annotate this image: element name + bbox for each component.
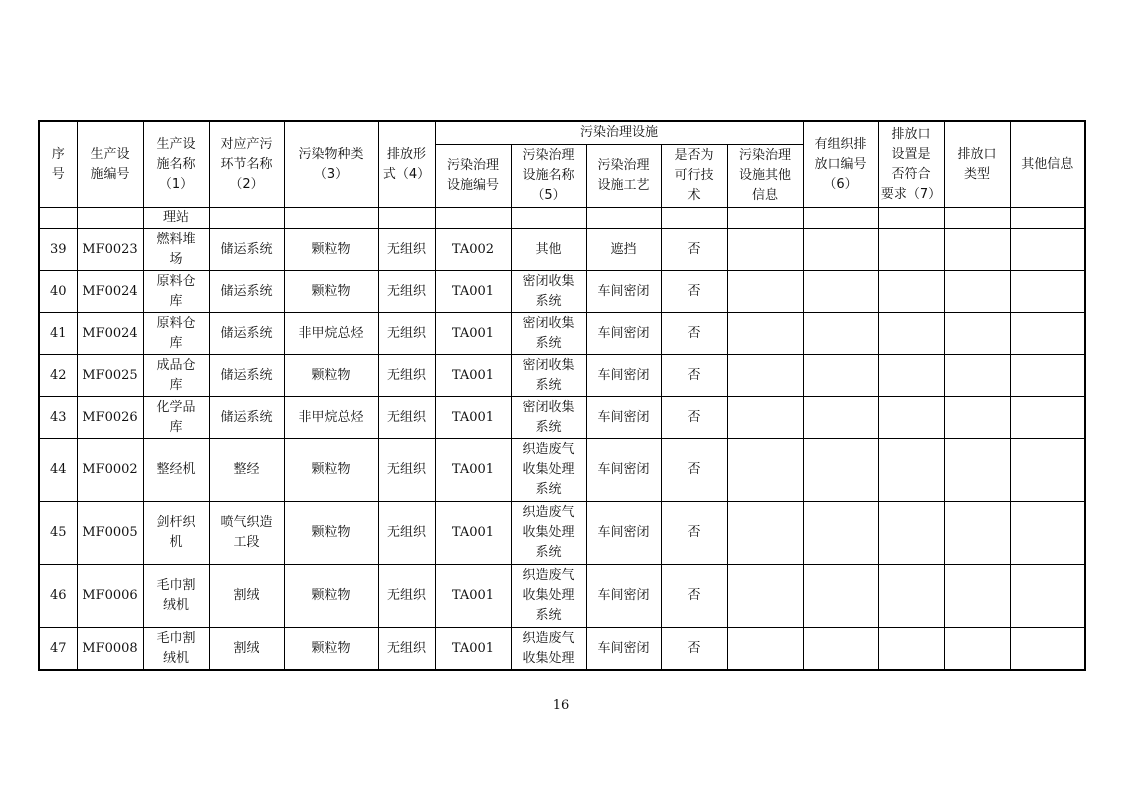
cell-outlet-compliant bbox=[878, 439, 944, 502]
header-pollutant: 污染物种类 （3） bbox=[284, 121, 378, 208]
cell-pollutant: 颗粒物 bbox=[284, 628, 378, 671]
cell-outlet-type bbox=[944, 397, 1010, 439]
cell-link-name: 割绒 bbox=[209, 565, 284, 628]
cell-treatment-id: TA001 bbox=[435, 628, 511, 671]
cell-facility-name: 理站 bbox=[143, 208, 209, 229]
cell-outlet-id bbox=[803, 565, 878, 628]
cell-empty bbox=[878, 208, 944, 229]
cell-treatment-other bbox=[727, 565, 803, 628]
cell-treatment-name: 密闭收集 系统 bbox=[511, 397, 586, 439]
header-treatment-id: 污染治理 设施编号 bbox=[435, 145, 511, 208]
header-other-info: 其他信息 bbox=[1010, 121, 1085, 208]
cell-treatment-name: 织造废气 收集处理 系统 bbox=[511, 502, 586, 565]
cell-outlet-id bbox=[803, 271, 878, 313]
cell-treatment-name: 织造废气 收集处理 系统 bbox=[511, 565, 586, 628]
cell-other-info bbox=[1010, 355, 1085, 397]
cell-empty bbox=[284, 208, 378, 229]
cell-treatment-process: 车间密闭 bbox=[586, 355, 661, 397]
cell-treatment-other bbox=[727, 313, 803, 355]
cell-link-name: 储运系统 bbox=[209, 313, 284, 355]
cell-treatment-other bbox=[727, 439, 803, 502]
cell-pollutant: 颗粒物 bbox=[284, 502, 378, 565]
cell-facility-name: 原料仓 库 bbox=[143, 313, 209, 355]
cell-outlet-compliant bbox=[878, 271, 944, 313]
cell-other-info bbox=[1010, 628, 1085, 671]
cell-outlet-id bbox=[803, 502, 878, 565]
cell-other-info bbox=[1010, 439, 1085, 502]
table-row bbox=[39, 502, 1085, 565]
cell-treatment-id: TA001 bbox=[435, 502, 511, 565]
header-facility-name: 生产设 施名称 （1） bbox=[143, 121, 209, 208]
cell-pollutant: 颗粒物 bbox=[284, 565, 378, 628]
cell-outlet-id bbox=[803, 229, 878, 271]
cell-pollutant: 颗粒物 bbox=[284, 271, 378, 313]
cell-feasible: 否 bbox=[661, 565, 727, 628]
cell-treatment-id: TA002 bbox=[435, 229, 511, 271]
table-row bbox=[39, 355, 1085, 397]
cell-feasible: 否 bbox=[661, 628, 727, 671]
header-outlet-id: 有组织排 放口编号 （6） bbox=[803, 121, 878, 208]
cell-emission-form: 无组织 bbox=[378, 313, 435, 355]
cell-treatment-other bbox=[727, 628, 803, 671]
cell-outlet-id bbox=[803, 439, 878, 502]
cell-treatment-other bbox=[727, 502, 803, 565]
cell-feasible: 否 bbox=[661, 313, 727, 355]
cell-emission-form: 无组织 bbox=[378, 502, 435, 565]
header-link-name: 对应产污 环节名称 （2） bbox=[209, 121, 284, 208]
cell-facility-name: 燃料堆 场 bbox=[143, 229, 209, 271]
cell-treatment-name: 其他 bbox=[511, 229, 586, 271]
cell-outlet-type bbox=[944, 313, 1010, 355]
cell-outlet-type bbox=[944, 502, 1010, 565]
table-row bbox=[39, 628, 1085, 671]
cell-feasible: 否 bbox=[661, 355, 727, 397]
cell-pollutant: 非甲烷总烃 bbox=[284, 397, 378, 439]
header-outlet-compliant: 排放口 设置是 否符合 要求（7） bbox=[878, 121, 944, 208]
cell-link-name: 储运系统 bbox=[209, 397, 284, 439]
cell-seq: 41 bbox=[39, 313, 77, 355]
cell-treatment-process: 车间密闭 bbox=[586, 565, 661, 628]
cell-treatment-name: 密闭收集 系统 bbox=[511, 355, 586, 397]
page-number: 16 bbox=[552, 698, 570, 713]
cell-empty bbox=[586, 208, 661, 229]
cell-outlet-compliant bbox=[878, 313, 944, 355]
cell-outlet-type bbox=[944, 229, 1010, 271]
cell-other-info bbox=[1010, 397, 1085, 439]
cell-empty bbox=[944, 208, 1010, 229]
cell-emission-form: 无组织 bbox=[378, 271, 435, 313]
cell-treatment-other bbox=[727, 355, 803, 397]
cell-treatment-id: TA001 bbox=[435, 439, 511, 502]
cell-outlet-compliant bbox=[878, 628, 944, 671]
cell-outlet-id bbox=[803, 397, 878, 439]
cell-feasible: 否 bbox=[661, 439, 727, 502]
cell-feasible: 否 bbox=[661, 502, 727, 565]
header-treatment-name: 污染治理 设施名称 （5） bbox=[511, 145, 586, 208]
cell-treatment-process: 车间密闭 bbox=[586, 502, 661, 565]
cell-facility-id: MF0024 bbox=[77, 271, 143, 313]
cell-link-name: 整经 bbox=[209, 439, 284, 502]
cell-treatment-id: TA001 bbox=[435, 271, 511, 313]
header-facility-id: 生产设 施编号 bbox=[77, 121, 143, 208]
cell-facility-id: MF0023 bbox=[77, 229, 143, 271]
header-seq: 序 号 bbox=[39, 121, 77, 208]
cell-treatment-process: 车间密闭 bbox=[586, 397, 661, 439]
cell-feasible: 否 bbox=[661, 229, 727, 271]
cell-outlet-type bbox=[944, 439, 1010, 502]
cell-outlet-id bbox=[803, 355, 878, 397]
table-row bbox=[39, 229, 1085, 271]
cell-empty bbox=[511, 208, 586, 229]
cell-facility-id: MF0026 bbox=[77, 397, 143, 439]
table-row bbox=[39, 313, 1085, 355]
cell-seq: 40 bbox=[39, 271, 77, 313]
cell-seq: 47 bbox=[39, 628, 77, 671]
header-emission-form: 排放形 式（4） bbox=[378, 121, 435, 208]
cell-empty bbox=[1010, 208, 1085, 229]
cell-other-info bbox=[1010, 271, 1085, 313]
cell-empty bbox=[39, 208, 77, 229]
header-treatment-group: 污染治理设施 bbox=[435, 121, 803, 145]
cell-treatment-id: TA001 bbox=[435, 397, 511, 439]
cell-treatment-other bbox=[727, 271, 803, 313]
cell-facility-name: 毛巾割 绒机 bbox=[143, 628, 209, 671]
cell-outlet-compliant bbox=[878, 502, 944, 565]
cell-other-info bbox=[1010, 565, 1085, 628]
cell-empty bbox=[378, 208, 435, 229]
cell-outlet-id bbox=[803, 628, 878, 671]
cell-other-info bbox=[1010, 229, 1085, 271]
cell-treatment-id: TA001 bbox=[435, 313, 511, 355]
cell-treatment-process: 车间密闭 bbox=[586, 271, 661, 313]
cell-facility-id: MF0006 bbox=[77, 565, 143, 628]
table-row bbox=[39, 439, 1085, 502]
cell-link-name: 储运系统 bbox=[209, 271, 284, 313]
header-treatment-process: 污染治理 设施工艺 bbox=[586, 145, 661, 208]
cell-seq: 45 bbox=[39, 502, 77, 565]
cell-treatment-id: TA001 bbox=[435, 565, 511, 628]
cell-emission-form: 无组织 bbox=[378, 229, 435, 271]
table-row bbox=[39, 565, 1085, 628]
header-feasible: 是否为 可行技 术 bbox=[661, 145, 727, 208]
cell-treatment-process: 车间密闭 bbox=[586, 313, 661, 355]
cell-emission-form: 无组织 bbox=[378, 355, 435, 397]
cell-seq: 44 bbox=[39, 439, 77, 502]
cell-facility-id: MF0024 bbox=[77, 313, 143, 355]
table-row bbox=[39, 397, 1085, 439]
cell-outlet-compliant bbox=[878, 397, 944, 439]
cell-treatment-name: 密闭收集 系统 bbox=[511, 313, 586, 355]
cell-facility-name: 化学品 库 bbox=[143, 397, 209, 439]
cell-facility-id: MF0005 bbox=[77, 502, 143, 565]
cell-emission-form: 无组织 bbox=[378, 397, 435, 439]
table-row-continuation bbox=[39, 208, 1085, 229]
cell-facility-name: 剑杆织 机 bbox=[143, 502, 209, 565]
cell-facility-name: 原料仓 库 bbox=[143, 271, 209, 313]
cell-feasible: 否 bbox=[661, 397, 727, 439]
cell-treatment-other bbox=[727, 397, 803, 439]
cell-seq: 42 bbox=[39, 355, 77, 397]
cell-treatment-other bbox=[727, 229, 803, 271]
cell-facility-name: 毛巾割 绒机 bbox=[143, 565, 209, 628]
cell-link-name: 割绒 bbox=[209, 628, 284, 671]
cell-pollutant: 非甲烷总烃 bbox=[284, 313, 378, 355]
cell-facility-name: 成品仓 库 bbox=[143, 355, 209, 397]
cell-outlet-type bbox=[944, 271, 1010, 313]
emission-info-table bbox=[38, 120, 1086, 671]
cell-treatment-name: 密闭收集 系统 bbox=[511, 271, 586, 313]
cell-pollutant: 颗粒物 bbox=[284, 355, 378, 397]
cell-treatment-name: 织造废气 收集处理 系统 bbox=[511, 439, 586, 502]
cell-outlet-type bbox=[944, 355, 1010, 397]
cell-pollutant: 颗粒物 bbox=[284, 439, 378, 502]
cell-treatment-process: 车间密闭 bbox=[586, 628, 661, 671]
cell-emission-form: 无组织 bbox=[378, 628, 435, 671]
cell-empty bbox=[661, 208, 727, 229]
cell-treatment-id: TA001 bbox=[435, 355, 511, 397]
cell-outlet-type bbox=[944, 565, 1010, 628]
cell-facility-id: MF0025 bbox=[77, 355, 143, 397]
cell-other-info bbox=[1010, 313, 1085, 355]
header-outlet-type: 排放口 类型 bbox=[944, 121, 1010, 208]
cell-seq: 43 bbox=[39, 397, 77, 439]
cell-empty bbox=[727, 208, 803, 229]
cell-facility-id: MF0002 bbox=[77, 439, 143, 502]
cell-treatment-process: 车间密闭 bbox=[586, 439, 661, 502]
cell-feasible: 否 bbox=[661, 271, 727, 313]
cell-outlet-compliant bbox=[878, 565, 944, 628]
cell-facility-id: MF0008 bbox=[77, 628, 143, 671]
cell-outlet-id bbox=[803, 313, 878, 355]
cell-pollutant: 颗粒物 bbox=[284, 229, 378, 271]
cell-outlet-type bbox=[944, 628, 1010, 671]
cell-seq: 39 bbox=[39, 229, 77, 271]
cell-outlet-compliant bbox=[878, 355, 944, 397]
cell-empty bbox=[435, 208, 511, 229]
cell-outlet-compliant bbox=[878, 229, 944, 271]
cell-emission-form: 无组织 bbox=[378, 565, 435, 628]
cell-treatment-name: 织造废气 收集处理 bbox=[511, 628, 586, 671]
cell-empty bbox=[77, 208, 143, 229]
cell-link-name: 喷气织造 工段 bbox=[209, 502, 284, 565]
cell-empty bbox=[209, 208, 284, 229]
cell-treatment-process: 遮挡 bbox=[586, 229, 661, 271]
cell-seq: 46 bbox=[39, 565, 77, 628]
cell-empty bbox=[803, 208, 878, 229]
cell-link-name: 储运系统 bbox=[209, 229, 284, 271]
cell-link-name: 储运系统 bbox=[209, 355, 284, 397]
cell-other-info bbox=[1010, 502, 1085, 565]
cell-emission-form: 无组织 bbox=[378, 439, 435, 502]
cell-facility-name: 整经机 bbox=[143, 439, 209, 502]
table-row bbox=[39, 271, 1085, 313]
header-treatment-other: 污染治理 设施其他 信息 bbox=[727, 145, 803, 208]
